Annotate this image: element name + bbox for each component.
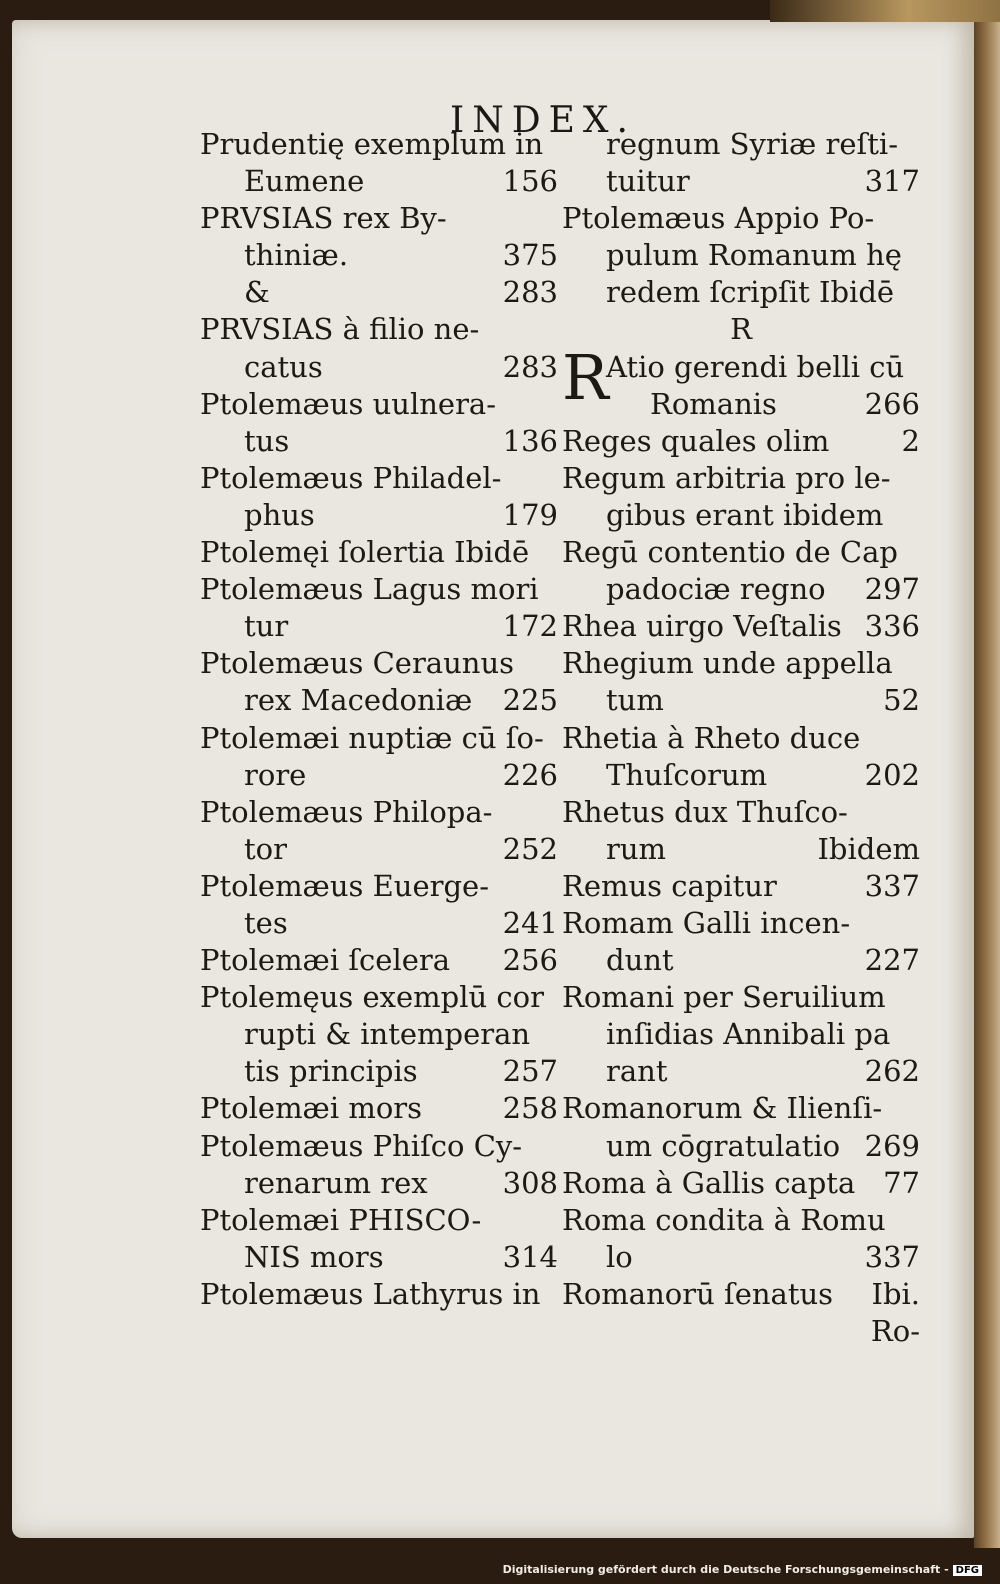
index-entry-text: Ptolemæus uulnera-	[200, 386, 497, 421]
index-entry-line	[200, 1239, 558, 1276]
index-entry-line	[200, 1165, 558, 1202]
page-number: 2	[901, 423, 920, 458]
index-entry-line	[200, 682, 558, 719]
index-entry-text: Rhetia à Rheto duce	[562, 720, 861, 755]
page-number: 202	[864, 757, 920, 792]
index-entry-text: Ptolemęi ſolertia Ibidē	[200, 535, 530, 570]
page-number: Ibidem	[817, 831, 920, 866]
index-entry-line	[562, 720, 920, 757]
index-entry-line	[562, 831, 920, 868]
index-entry-text: um cōgratulatio	[606, 1128, 841, 1163]
index-entry-text: Ptolemæus Phiſco Cy-	[200, 1128, 523, 1163]
index-entry-line	[200, 1276, 558, 1313]
index-entry-text: gibus erant ibidem	[606, 497, 884, 532]
index-entry-text: PRVSIAS à filio ne-	[200, 312, 480, 347]
page-number: 269	[864, 1128, 920, 1163]
index-entry-line	[562, 1128, 920, 1165]
page-number: 225	[502, 683, 558, 718]
index-entry-text: Ptolemęus exemplū cor	[200, 980, 544, 1015]
index-entry-line	[562, 794, 920, 831]
index-entry-text: Prudentię exemplum in	[200, 127, 544, 161]
page-number: 337	[864, 1239, 920, 1274]
index-entry-text: PRVSIAS rex By-	[200, 201, 447, 236]
index-entry-line	[200, 497, 558, 534]
index-entry-text: Reges quales olim	[562, 423, 830, 458]
page-number: 375	[502, 238, 558, 273]
index-entry-text: regnum Syriæ reſti-	[606, 127, 899, 161]
index-entry-line	[562, 1276, 920, 1313]
index-entry-text: phus	[244, 497, 315, 532]
index-entry-line	[562, 682, 920, 719]
index-entry-line	[200, 423, 558, 460]
index-entry-text: Roma condita à Romu	[562, 1202, 886, 1237]
index-entry-line	[200, 1202, 558, 1239]
page-number: 156	[502, 164, 558, 199]
page-number: 337	[864, 868, 920, 903]
index-entry-text: Eumene	[244, 164, 365, 199]
binding-corner	[770, 0, 1000, 22]
index-entry-text: NIS mors	[244, 1239, 384, 1274]
index-entry-text: dunt	[606, 943, 674, 978]
footer-text: Digitalisierung gefördert durch die Deutsche Forschungsgemeinschaft -	[502, 1563, 949, 1576]
index-entry-line	[200, 571, 558, 608]
page-number: 314	[502, 1239, 558, 1274]
page-number: 179	[502, 497, 558, 532]
index-entry-text: Ptolemæi mors	[200, 1091, 423, 1126]
index-entry-text: rupti & intemperan	[244, 1017, 531, 1052]
index-entry-text: &	[244, 275, 270, 310]
index-entry-text: tis principis	[244, 1054, 418, 1089]
index-entry-line	[200, 237, 558, 274]
page-number: 257	[502, 1054, 558, 1089]
index-entry-text: Ptolemæus Lathyrus in	[200, 1276, 541, 1311]
page-number: 256	[502, 943, 558, 978]
page-number: 336	[864, 609, 920, 644]
index-column-right	[562, 126, 920, 1350]
index-entry-text: Rhea uirgo Veſtalis	[562, 609, 842, 644]
index-entry-text: padociæ regno	[606, 572, 826, 607]
index-entry-text: Ptolemæus Appio Po-	[562, 201, 875, 236]
index-entry-line	[200, 868, 558, 905]
index-entry-text: rore	[244, 757, 307, 792]
index-entry-line	[200, 311, 558, 348]
index-entry-text: Remus capitur	[562, 868, 777, 903]
index-entry-line	[562, 163, 920, 200]
index-entry-text: Ptolemæus Ceraunus	[200, 646, 515, 681]
index-entry-text: Regum arbitria pro le-	[562, 460, 891, 495]
page-number: 77	[883, 1165, 920, 1200]
index-entry-line	[200, 386, 558, 423]
index-entry-text: Regū contentio de Cap	[562, 535, 898, 570]
index-entry-line	[562, 608, 920, 645]
index-entry-line	[200, 757, 558, 794]
index-entry-text: tor	[244, 831, 287, 866]
index-entry-line	[200, 349, 558, 386]
index-entry-line	[200, 274, 558, 311]
index-entry-line	[200, 126, 558, 163]
index-entry-text: tes	[244, 905, 288, 940]
index-entry-text: Romanorum & Ilienſi-	[562, 1091, 883, 1126]
page-number: 297	[864, 572, 920, 607]
page-number: 283	[502, 275, 558, 310]
index-entry-line	[562, 1239, 920, 1276]
index-entry-text: Ptolemæus Euerge-	[200, 868, 489, 903]
index-entry-line	[562, 311, 920, 348]
index-column-left	[200, 126, 558, 1313]
index-entry-line	[200, 1016, 558, 1053]
index-entry-text: rex Macedoniæ	[244, 683, 473, 718]
index-entry-line	[200, 1090, 558, 1127]
page-number: 52	[883, 683, 920, 718]
index-entry-line	[562, 237, 920, 274]
index-entry-line	[562, 645, 920, 682]
index-entry-text: tur	[244, 609, 289, 644]
index-entry-text: catus	[244, 349, 323, 384]
page-number: 136	[502, 423, 558, 458]
index-entry-text: Romani per Seruilium	[562, 980, 886, 1015]
index-entry-text: thiniæ.	[244, 238, 349, 273]
index-entry-text: Ptolemæi ſcelera	[200, 943, 451, 978]
book-edge	[974, 0, 1000, 1548]
index-entry-line	[562, 460, 920, 497]
index-entry-text: Ptolemæus Philadel-	[200, 460, 502, 495]
page-number: 266	[864, 386, 920, 421]
index-entry-line	[562, 1053, 920, 1090]
index-entry-line	[562, 497, 920, 534]
index-entry-text: lo	[606, 1239, 633, 1274]
index-entry-line	[200, 942, 558, 979]
index-entry-line	[200, 163, 558, 200]
page-number: Ibi.	[871, 1276, 920, 1311]
index-entry-text: rum	[606, 831, 667, 866]
index-entry-line	[562, 757, 920, 794]
footer-credit	[503, 1563, 982, 1576]
index-entry-text: Thuſcorum	[606, 757, 768, 792]
index-entry-line	[200, 645, 558, 682]
index-entry-line	[562, 905, 920, 942]
index-entry-line	[562, 1016, 920, 1053]
index-entry-text: inſidias Annibali pa	[606, 1017, 891, 1052]
index-entry-line	[562, 868, 920, 905]
index-entry-text: Romanis	[650, 386, 777, 421]
page-number: 262	[864, 1054, 920, 1089]
index-entry-line	[562, 423, 920, 460]
index-entry-line	[562, 126, 920, 163]
index-entry-line	[200, 200, 558, 237]
index-entry-text: renarum rex	[244, 1165, 428, 1200]
index-entry-text: tus	[244, 423, 290, 458]
index-entry-line	[562, 942, 920, 979]
page-number: 226	[502, 757, 558, 792]
index-entry-line	[562, 1202, 920, 1239]
index-entry-line	[562, 534, 920, 571]
page-number: 317	[864, 164, 920, 199]
index-entry-text: Ro-	[870, 1314, 920, 1348]
index-entry-text: redem ſcripſit Ibidē	[606, 275, 895, 310]
page-number: 227	[864, 943, 920, 978]
index-entry-line	[562, 200, 920, 237]
index-entry-text: Ptolemæus Lagus mori	[200, 572, 539, 607]
index-entry-line	[200, 608, 558, 645]
index-entry-line	[200, 979, 558, 1016]
index-entry-text: tuitur	[606, 164, 690, 199]
index-entry-line	[562, 386, 920, 423]
index-entry-text: Roma à Gallis capta	[562, 1165, 856, 1200]
index-entry-text: Romanorū ſenatus	[562, 1276, 834, 1311]
index-entry-line	[200, 831, 558, 868]
index-entry-line	[562, 274, 920, 311]
index-entry-text: Rhegium unde appella	[562, 646, 893, 681]
index-entry-text: Ptolemæi nuptiæ cū ſo-	[200, 720, 544, 755]
index-entry-text: Ptolemæus Philopa-	[200, 794, 493, 829]
page-title: INDEX.	[450, 100, 636, 141]
page-number: 241	[502, 905, 558, 940]
index-entry-text: Rhetus dux Thuſco-	[562, 794, 848, 829]
page-number: 258	[502, 1091, 558, 1126]
page-number: 172	[502, 609, 558, 644]
drop-cap: R	[562, 340, 609, 414]
index-entry-line	[562, 979, 920, 1016]
index-entry-text: rant	[606, 1054, 668, 1089]
index-entry-line	[200, 534, 558, 571]
index-entry-line	[562, 571, 920, 608]
index-entry-line	[200, 460, 558, 497]
page-number: 283	[502, 349, 558, 384]
index-entry-text: tum	[606, 683, 664, 718]
index-entry-line	[562, 1165, 920, 1202]
index-entry-line	[200, 905, 558, 942]
index-entry-text: Ptolemæi PHISCO-	[200, 1202, 482, 1237]
index-entry-line	[562, 1090, 920, 1127]
index-entry-line	[562, 1313, 920, 1350]
index-entry-line	[200, 720, 558, 757]
index-entry-text: pulum Romanum hę	[606, 238, 902, 273]
page-number: 252	[502, 831, 558, 866]
dfg-logo: DFG	[953, 1565, 982, 1576]
page-number: 308	[502, 1165, 558, 1200]
index-entry-line	[200, 794, 558, 831]
index-entry-line	[200, 1128, 558, 1165]
index-entry-line	[200, 1053, 558, 1090]
index-entry-text: Atio gerendi belli cū	[606, 349, 905, 384]
index-entry-text: Romam Galli incen-	[562, 905, 851, 940]
index-entry-text: R	[730, 312, 752, 347]
